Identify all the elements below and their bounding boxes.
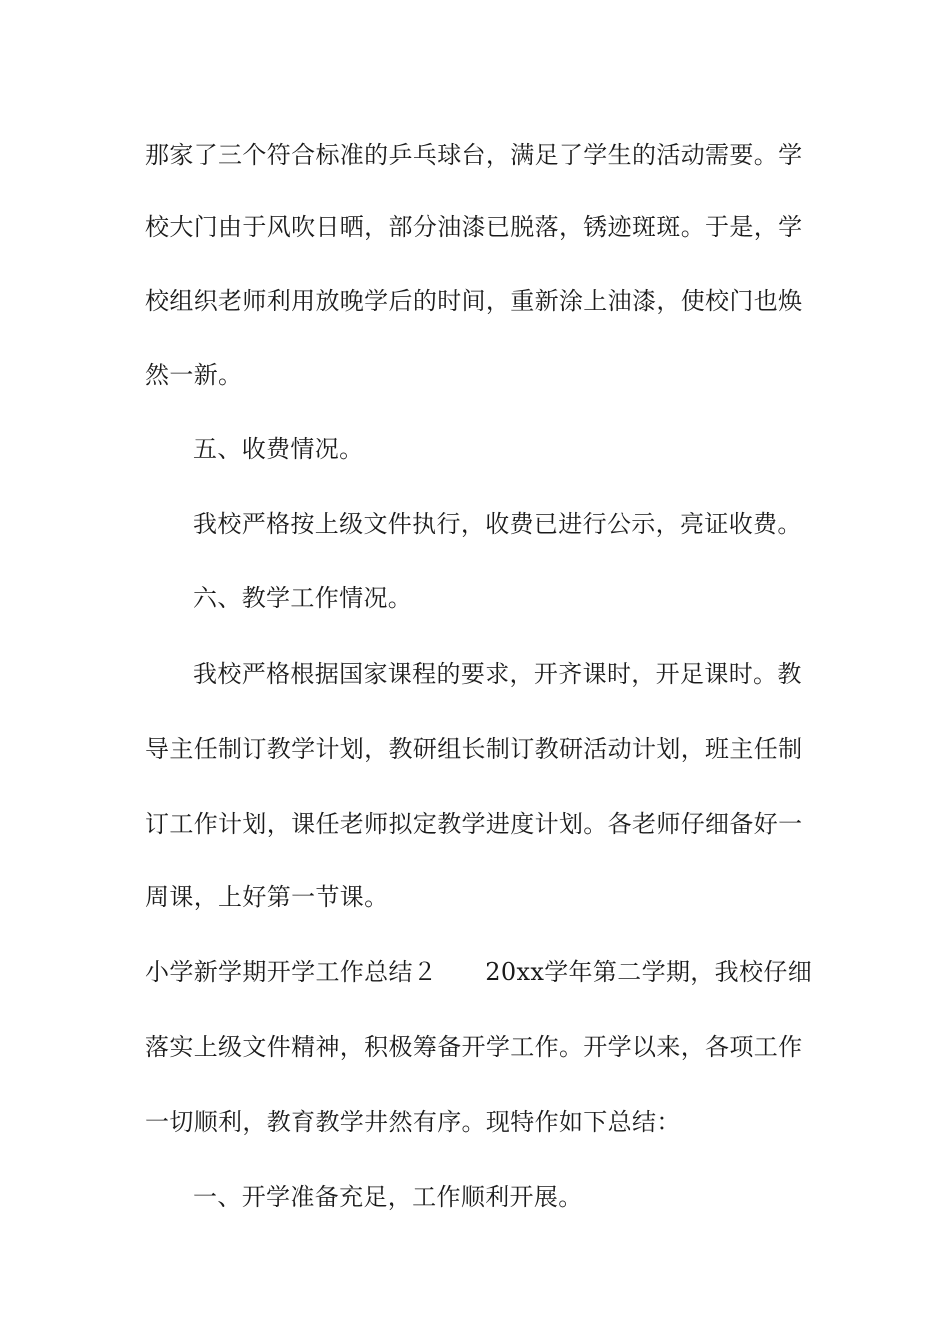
section-heading: 一、开学准备充足，工作顺利开展。 bbox=[193, 1183, 583, 1211]
paragraph-line: 我校严格按上级文件执行，收费已进行公示，亮证收费。 bbox=[193, 510, 802, 538]
section-heading: 五、收费情况。 bbox=[193, 435, 364, 463]
paragraph-line: 一切顺利，教育教学井然有序。现特作如下总结： bbox=[145, 1108, 681, 1136]
paragraph-line: 我校严格根据国家课程的要求，开齐课时，开足课时。教 bbox=[193, 660, 802, 688]
paragraph-line: 订工作计划，课任老师拟定教学进度计划。各老师仔细备好一 bbox=[145, 810, 803, 838]
paragraph-line: 那家了三个符合标准的乒乓球台，满足了学生的活动需要。学 bbox=[145, 141, 803, 169]
document-title-line bbox=[145, 957, 813, 987]
paragraph-line: 校组织老师利用放晚学后的时间，重新涂上油漆，使校门也焕 bbox=[145, 287, 803, 315]
section-heading: 六、教学工作情况。 bbox=[193, 584, 413, 612]
paragraph-line: 校大门由于风吹日晒，部分油漆已脱落，锈迹斑斑。于是，学 bbox=[145, 213, 803, 241]
paragraph-line: 落实上级文件精神，积极筹备开学工作。开学以来，各项工作 bbox=[145, 1033, 803, 1061]
paragraph-line: 导主任制订教学计划，教研组长制订教研活动计划，班主任制 bbox=[145, 735, 803, 763]
document-title: 小学新学期开学工作总结２ bbox=[145, 958, 438, 986]
paragraph-line: 然一新。 bbox=[145, 361, 243, 389]
paragraph-line: 周课，上好第一节课。 bbox=[145, 883, 389, 911]
paragraph-start: 20xx学年第二学期，我校仔细 bbox=[485, 958, 813, 986]
